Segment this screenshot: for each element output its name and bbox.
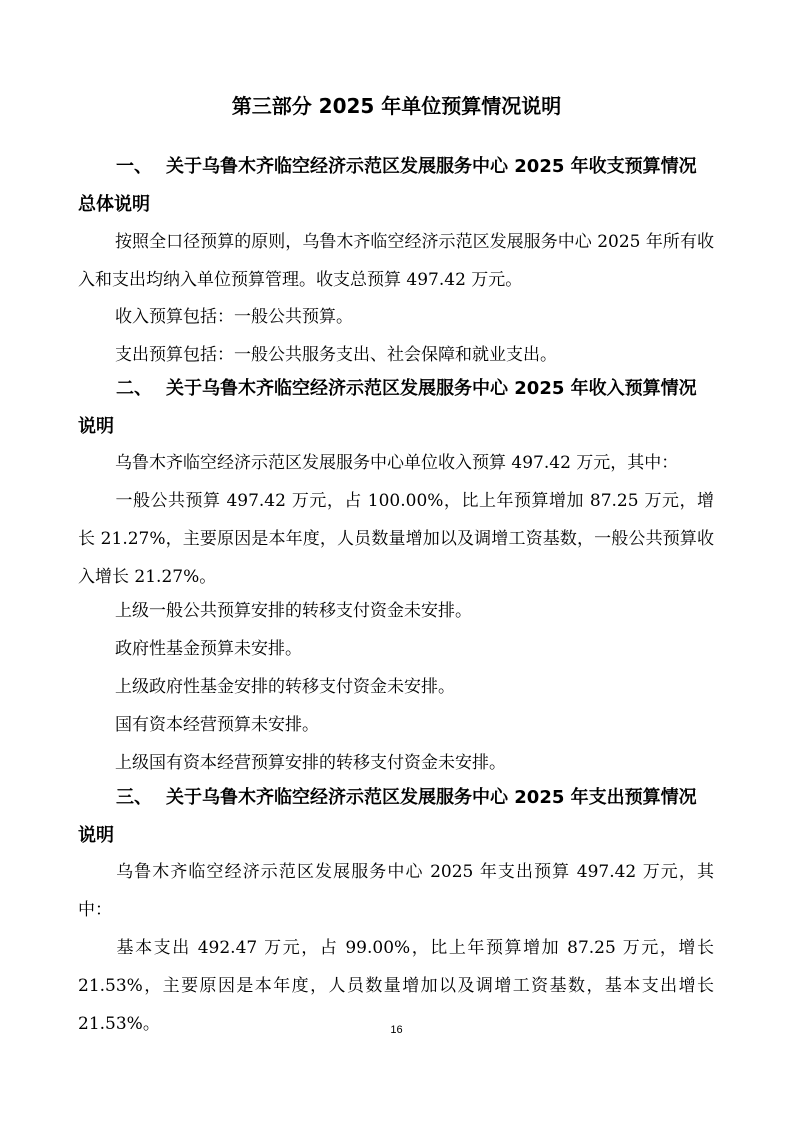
section-2-heading-text: 关于乌鲁木齐临空经济示范区发展服务中心 2025 年收入预算情况说明 [78,378,697,437]
section-1-number: 一、 [116,156,152,177]
section-1-paragraph-2: 收入预算包括：一般公共预算。 [115,307,353,327]
section-2-paragraph-2: 一般公共预算 497.42 万元，占 100.00%，比上年预算增加 87.25 万元，增长 21.27%，主要原因是本年度，人员数量增加以及调增工资基数，一般公共预算收入增长 21.27%。 [78,491,714,587]
section-2-paragraph-4: 政府性基金预算未安排。 [115,639,302,659]
section-1-paragraph-3: 支出预算包括：一般公共服务支出、社会保障和就业支出。 [115,345,557,365]
section-1-heading [78,148,714,224]
section-2-number: 二、 [116,378,152,399]
page-title: 第三部分 2025 年单位预算情况说明 [231,94,562,118]
section-1-paragraph-1: 按照全口径预算的原则，乌鲁木齐临空经济示范区发展服务中心 2025 年所有收入和支出均纳入单位预算管理。收支总预算 497.42 万元。 [78,232,714,290]
section-2-paragraph-1: 乌鲁木齐临空经济示范区发展服务中心单位收入预算 497.42 万元，其中： [115,453,679,473]
section-3-paragraph-2: 基本支出 492.47 万元，占 99.00%，比上年预算增加 87.25 万元，增长 21.53%，主要原因是本年度，人员数量增加以及调增工资基数，基本支出增长 21.53%。 [78,938,714,1034]
section-2-paragraph-7: 上级国有资本经营预算安排的转移支付资金未安排。 [115,753,506,773]
section-3-heading [78,779,714,855]
section-2-heading [78,370,714,446]
section-1-heading-text: 关于乌鲁木齐临空经济示范区发展服务中心 2025 年收支预算情况总体说明 [78,156,697,215]
page-number: 16 [390,1024,403,1036]
section-2-paragraph-6: 国有资本经营预算未安排。 [115,715,319,735]
section-2-paragraph-5: 上级政府性基金安排的转移支付资金未安排。 [115,677,455,697]
section-3-number: 三、 [116,787,152,808]
section-2-paragraph-3: 上级一般公共预算安排的转移支付资金未安排。 [115,601,472,621]
section-3-heading-text: 关于乌鲁木齐临空经济示范区发展服务中心 2025 年支出预算情况说明 [78,787,697,846]
section-3-paragraph-1: 乌鲁木齐临空经济示范区发展服务中心 2025 年支出预算 497.42 万元，其中： [78,862,714,920]
